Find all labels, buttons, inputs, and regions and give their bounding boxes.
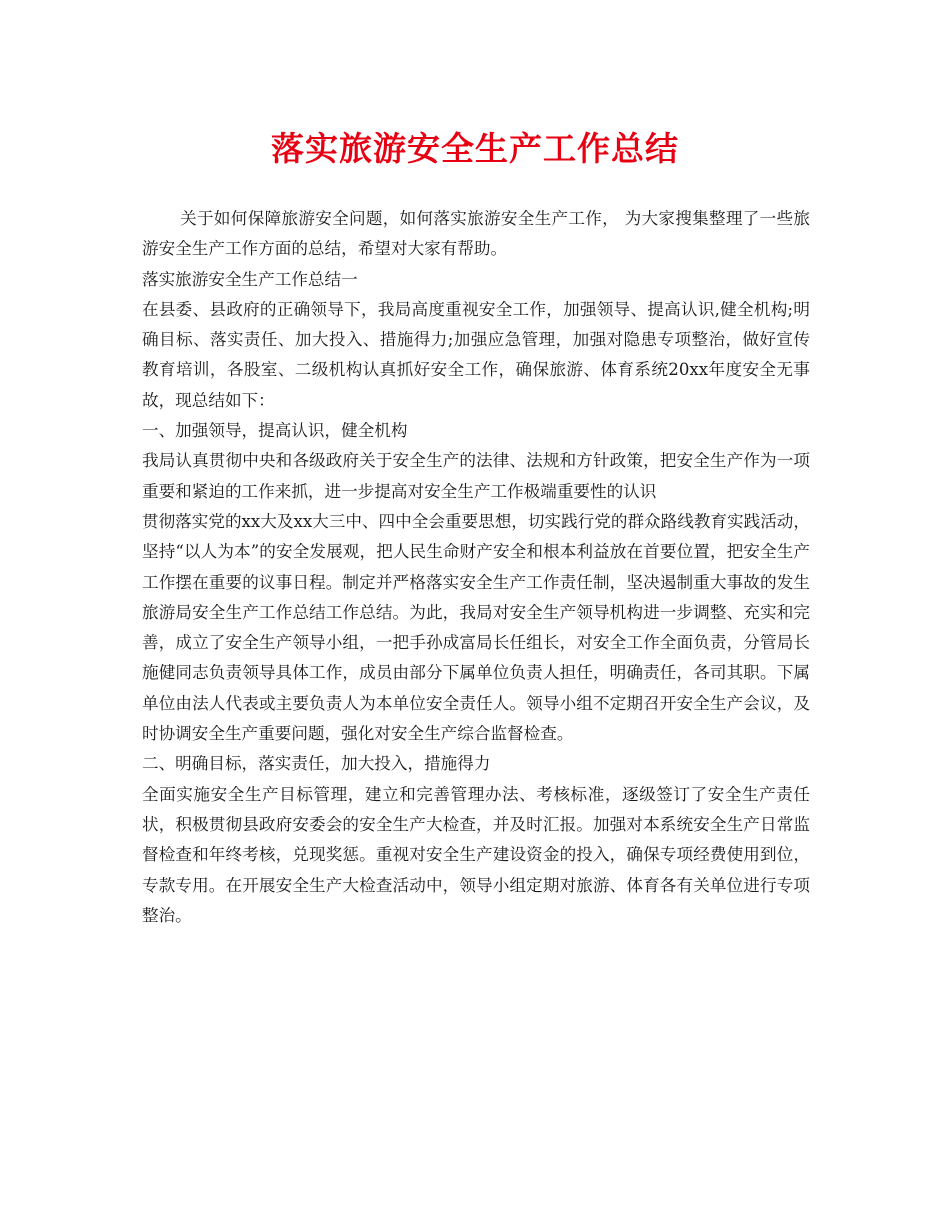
section-heading: 二、明确目标，落实责任，加大投入，措施得力	[142, 754, 491, 774]
body-paragraph: 我局认真贯彻中央和各级政府关于安全生产的法律、法规和方针政策，把安全生产作为一项重要和紧迫的工作来抓，进一步提高对安全生产工作极端重要性的认识	[142, 451, 810, 501]
body-paragraph: 全面实施安全生产目标管理，建立和完善管理办法、考核标准，逐级签订了安全生产责任状，积极贯彻县政府安委会的安全生产大检查，并及时汇报。加强对本系统安全生产日常监督检查和年终考核，兑现奖惩。重视对安全生产建设资金的投入，确保专项经费使用到位，专款专用。在开展安全生产大检查活动中，领导小组定期对旅游、体育各有关单位进行专项整治。	[142, 784, 810, 925]
intro-paragraph: 关于如何保障旅游安全问题，如何落实旅游安全生产工作， 为大家搜集整理了一些旅游安全生产工作方面的总结，希望对大家有帮助。	[142, 209, 810, 259]
document-title: 落实旅游安全生产工作总结	[271, 129, 679, 168]
document-body	[142, 204, 810, 931]
body-paragraph: 贯彻落实党的xx大及xx大三中、四中全会重要思想，切实践行党的群众路线教育实践活动，坚持“以人为本”的安全发展观，把人民生命财产安全和根本利益放在首要位置，把安全生产工作摆在重要的议事日程。制定并严格落实安全生产工作责任制，坚决遏制重大事故的发生旅游局安全生产工作总结工作总结。为此，我局对安全生产领导机构进一步调整、充实和完善，成立了安全生产领导小组，一把手孙成富局长任组长，对安全工作全面负责，分管局长施健同志负责领导具体工作，成员由部分下属单位负责人担任，明确责任，各司其职。下属单位由法人代表或主要负责人为本单位安全责任人。领导小组不定期召开安全生产会议，及时协调安全生产重要问题，强化对安全生产综合监督检查。	[142, 511, 810, 744]
body-paragraph: 在县委、县政府的正确领导下，我局高度重视安全工作，加强领导、提高认识,健全机构;明确目标、落实责任、加大投入、措施得力;加强应急管理，加强对隐患专项整治，做好宣传教育培训，各股室、二级机构认真抓好安全工作，确保旅游、体育系统20xx年度安全无事故，现总结如下：	[142, 299, 810, 410]
section-heading: 一、加强领导，提高认识，健全机构	[142, 421, 408, 441]
section-subtitle: 落实旅游安全生产工作总结一	[142, 269, 358, 289]
